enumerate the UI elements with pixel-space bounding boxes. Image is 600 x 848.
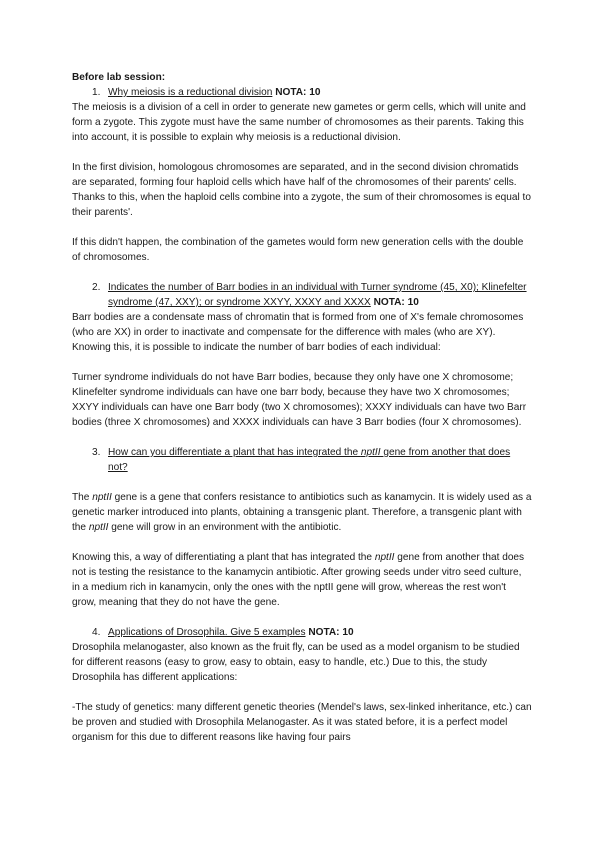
question-2-grade: NOTA: 10: [373, 297, 419, 308]
question-1-number: 1.: [92, 87, 101, 98]
page-title: Before lab session:: [72, 72, 166, 83]
question-2-text: Indicates the number of Barr bodies in an individual with Turner syndrome (45, X0); Klinefelter syndrome (47, XXY); or syndrome XXYY, XXXY and XXXX: [108, 282, 527, 308]
question-3-number: 3.: [92, 447, 101, 458]
question-2: [72, 280, 532, 310]
q2-paragraph-2: Turner syndrome individuals do not have Barr bodies, because they only have one X chromosome; Klinefelter syndrome individuals can have one barr body, because they have two X chromosomes; XXYY individuals can have one Barr body (two X chromosomes); XXXY individuals can have two Barr bodies (three X chromosomes) and XXXX individuals can have 3 Barr bodies (four X chromosomes).: [72, 372, 527, 428]
question-1: [72, 85, 532, 100]
q1-paragraph-2: In the first division, homologous chromosomes are separated, and in the second division chromatids are separated, forming four haploid cells which have half of the chromosomes of their parents' cells. Thanks to this, when the haploid cells combine into a zygote, the sum of their chromosomes is equal to their parents'.: [72, 162, 531, 218]
q1-paragraph-3: If this didn't happen, the combination of the gametes would form new generation cells with the double of chromosomes.: [72, 237, 524, 263]
question-4-grade: NOTA: 10: [308, 627, 354, 638]
question-4: [72, 625, 532, 640]
question-1-grade: NOTA: 10: [275, 87, 321, 98]
q4-paragraph-2: -The study of genetics: many different genetic theories (Mendel's laws, sex-linked inheritance, etc.) can be proven and studied with Drosophila Melanogaster. As it was stated before, it is a perfect model organism for this due to different reasons like having four pairs: [72, 702, 532, 743]
question-3: [72, 445, 532, 475]
q4-paragraph-1: Drosophila melanogaster, also known as the fruit fly, can be used as a model organism to be studied for different reasons (easy to grow, easy to obtain, easy to handle, etc.) Due to this, the study Drosophila has different applications:: [72, 642, 520, 683]
q2-paragraph-1: Barr bodies are a condensate mass of chromatin that is formed from one of X's female chromosomes (who are XX) in order to inactivate and compensate for the difference with males (who are XY). Knowing this, it is possible to indicate the number of barr bodies of each individual:: [72, 312, 524, 353]
question-3-text: How can you differentiate a plant that has integrated the nptII gene from another that does not?: [108, 447, 511, 473]
q1-paragraph-1: The meiosis is a division of a cell in order to generate new gametes or germ cells, which will unite and form a zygote. This zygote must have the same number of chromosomes as their parents. Taking this into account, it is possible to explain why meiosis is a reductional division.: [72, 102, 526, 143]
document-page: [72, 70, 532, 745]
question-2-number: 2.: [92, 282, 101, 293]
q3-paragraph-1: The nptII gene is a gene that confers resistance to antibiotics such as kanamycin. It is widely used as a genetic marker introduced into plants, obtaining a transgenic plant. Therefore, a transgenic plant with the nptII gene will grow in an environment with the antibiotic.: [72, 492, 532, 533]
question-4-number: 4.: [92, 627, 101, 638]
question-4-text: Applications of Drosophila. Give 5 examples: [108, 627, 306, 638]
question-1-text: Why meiosis is a reductional division: [108, 87, 273, 98]
q3-paragraph-2: Knowing this, a way of differentiating a plant that has integrated the nptII gene from another that does not is testing the resistance to the kanamycin antibiotic. After growing seeds under vitro seed culture, in a medium rich in kanamycin, only the ones with the nptII gene will grow, whereas the rest won't grow, meaning that they do not have the gene.: [72, 552, 525, 608]
